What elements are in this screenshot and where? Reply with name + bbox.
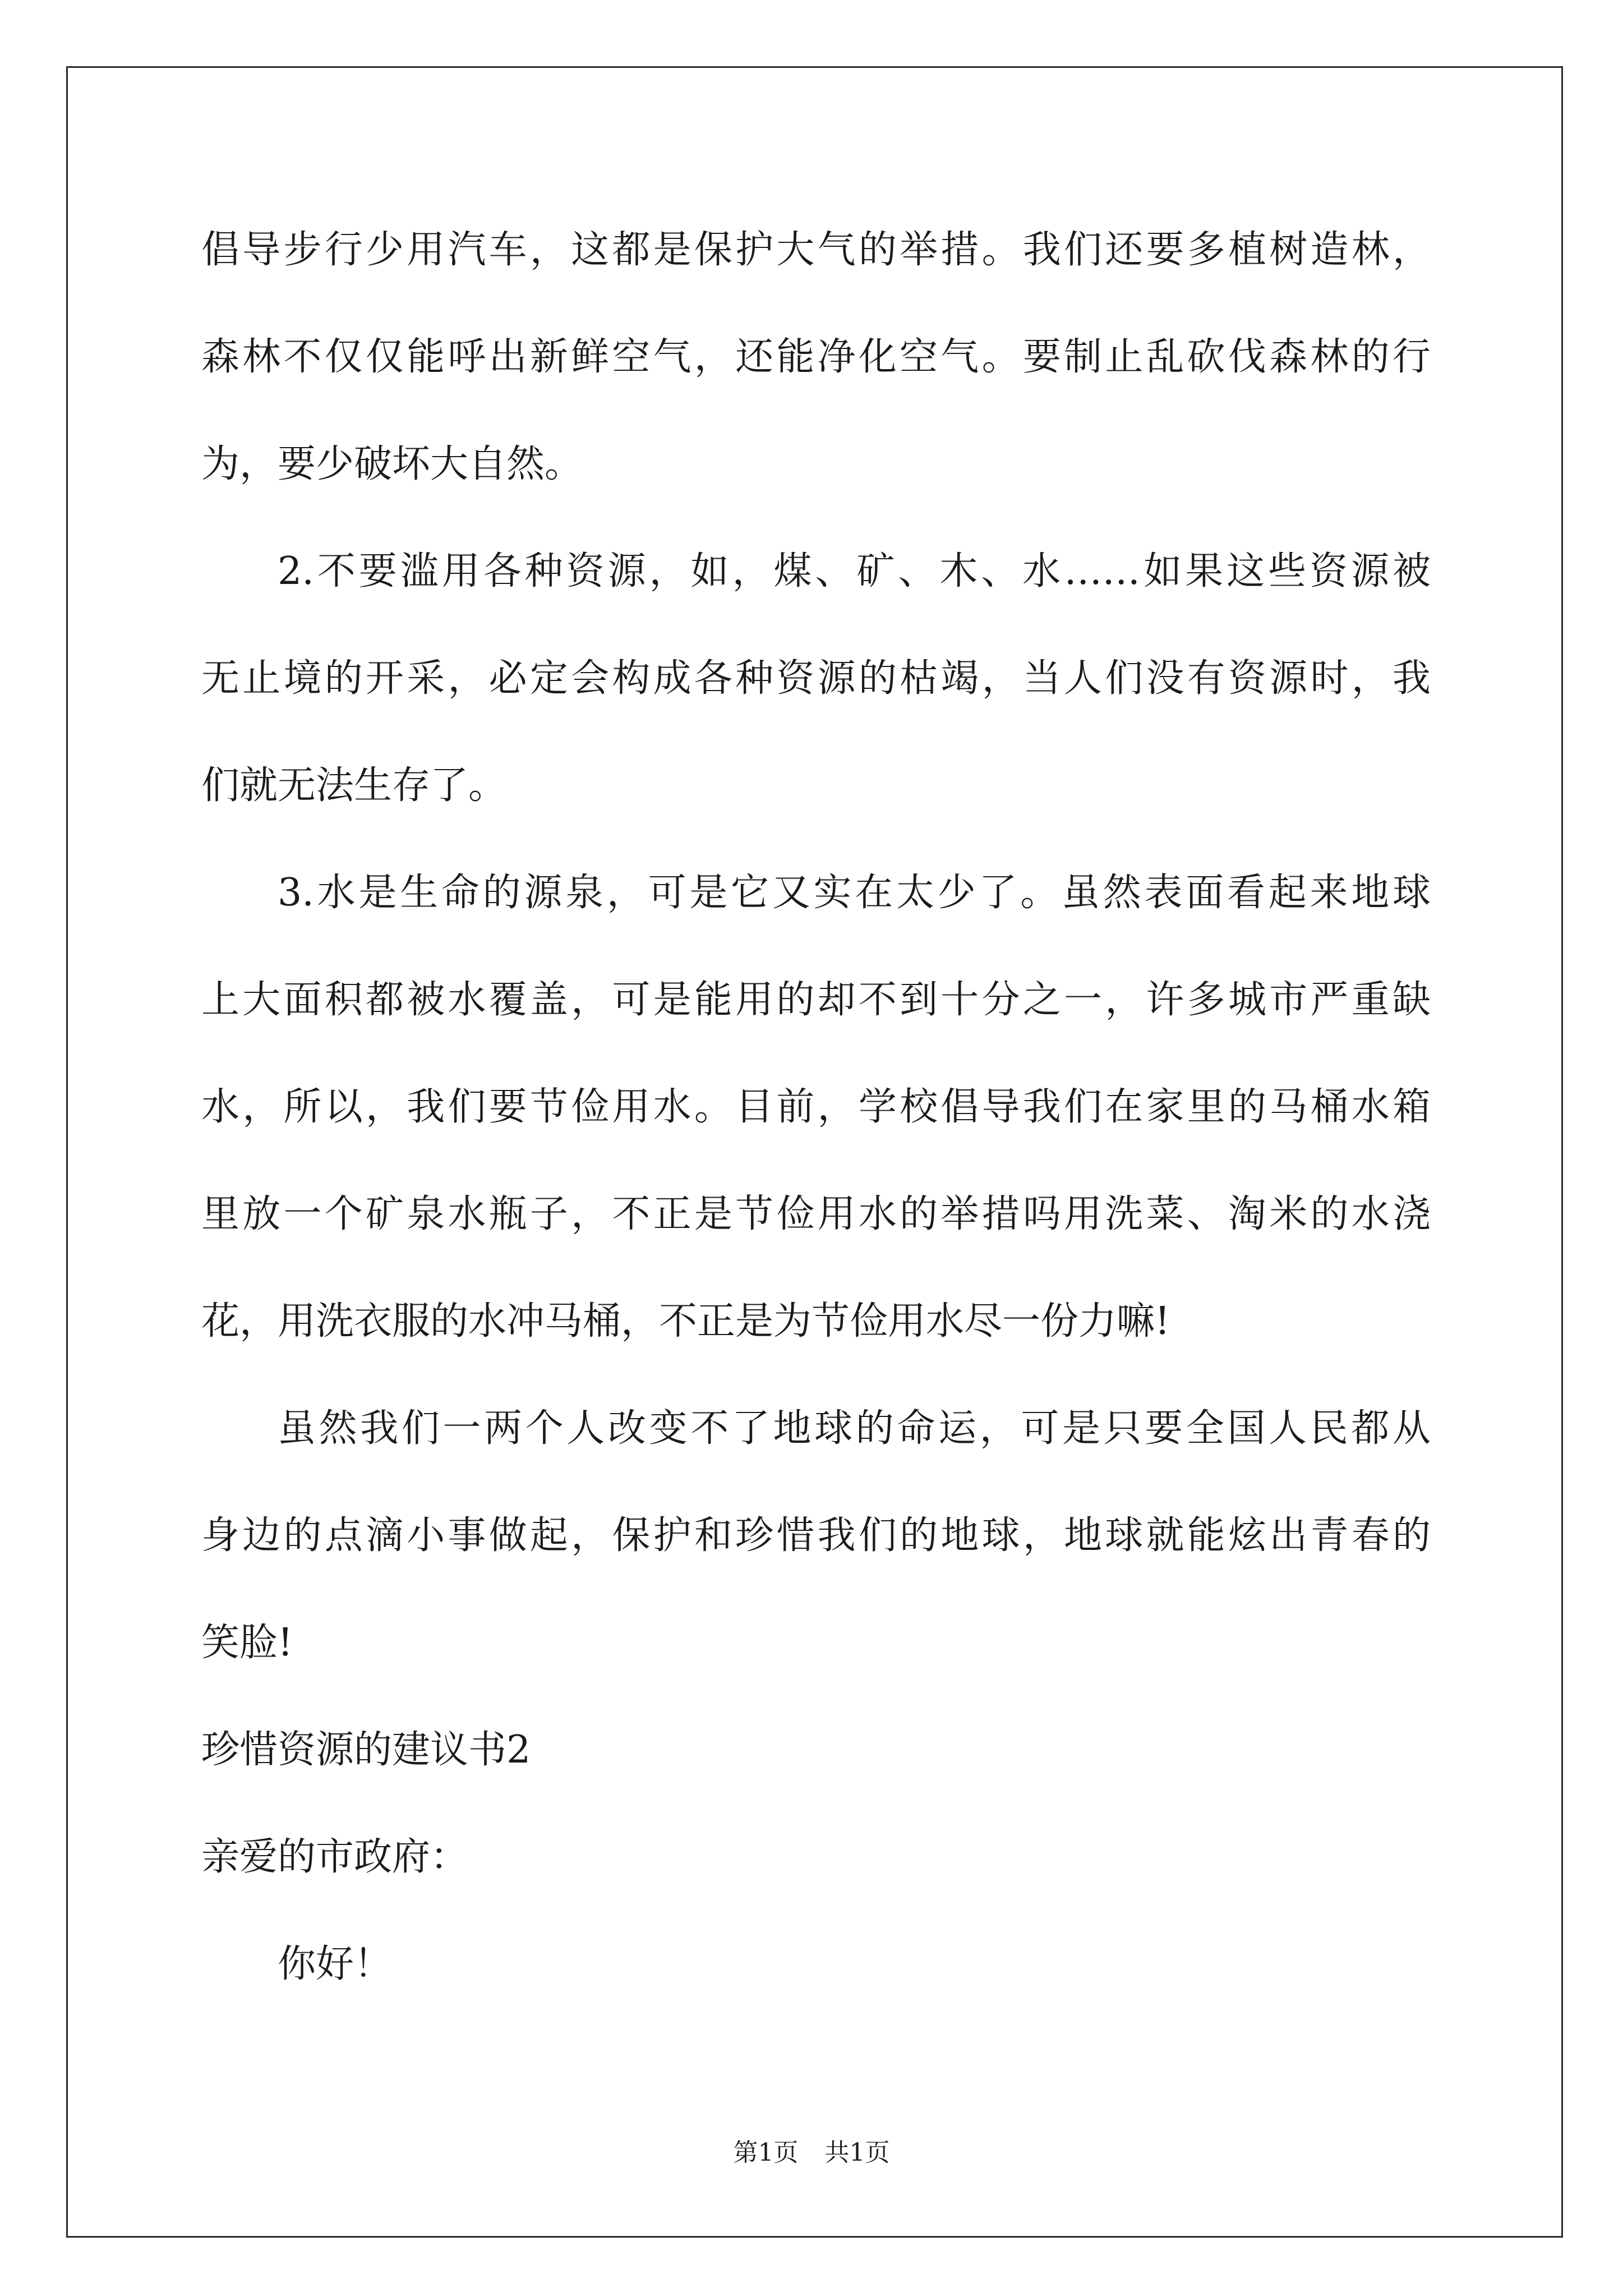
letter-greeting: 你好！ bbox=[278, 1942, 393, 1986]
text-line: 森林不仅仅能呼出新鲜空气，还能净化空气。要制止乱砍伐森林的行 bbox=[201, 335, 1431, 379]
text-line: 2.不要滥用各种资源，如，煤、矿、木、水……如果这些资源被 bbox=[278, 549, 1431, 593]
text-line: 笑脸! bbox=[201, 1621, 293, 1665]
paragraph-air-protection bbox=[201, 196, 1431, 518]
text-line: 倡导步行少用汽车，这都是保护大气的举措。我们还要多植树造林， bbox=[201, 228, 1431, 272]
paragraph-point-3 bbox=[201, 839, 1431, 1375]
text-line: 花，用洗衣服的水冲马桶，不正是为节俭用水尽一份力嘛! bbox=[201, 1299, 1170, 1343]
text-line: 上大面积都被水覆盖，可是能用的却不到十分之一，许多城市严重缺 bbox=[201, 978, 1431, 1022]
text-line: 里放一个矿泉水瓶子，不正是节俭用水的举措吗用洗菜、淘米的水浇 bbox=[201, 1192, 1431, 1236]
paragraph-conclusion bbox=[201, 1375, 1431, 1696]
section-heading: 珍惜资源的建议书2 bbox=[201, 1728, 531, 1772]
text-line: 身边的点滴小事做起，保护和珍惜我们的地球，地球就能炫出青春的 bbox=[201, 1513, 1431, 1558]
document-body bbox=[201, 196, 1431, 2018]
text-line: 虽然我们一两个人改变不了地球的命运，可是只要全国人民都从 bbox=[278, 1406, 1431, 1451]
page-number-total: 共1页 bbox=[824, 2138, 890, 2167]
letter-salutation: 亲爱的市政府： bbox=[201, 1835, 469, 1879]
page-footer bbox=[0, 2136, 1623, 2170]
text-line: 无止境的开采，必定会构成各种资源的枯竭，当人们没有资源时，我 bbox=[201, 656, 1431, 701]
text-line: 水，所以，我们要节俭用水。目前，学校倡导我们在家里的马桶水箱 bbox=[201, 1085, 1431, 1129]
text-line: 3.水是生命的源泉，可是它又实在太少了。虽然表面看起来地球 bbox=[278, 871, 1431, 915]
text-line: 为，要少破坏大自然。 bbox=[201, 442, 583, 486]
page-number-current: 第1页 bbox=[733, 2138, 799, 2167]
text-line: 们就无法生存了。 bbox=[201, 763, 507, 808]
paragraph-point-2 bbox=[201, 518, 1431, 839]
